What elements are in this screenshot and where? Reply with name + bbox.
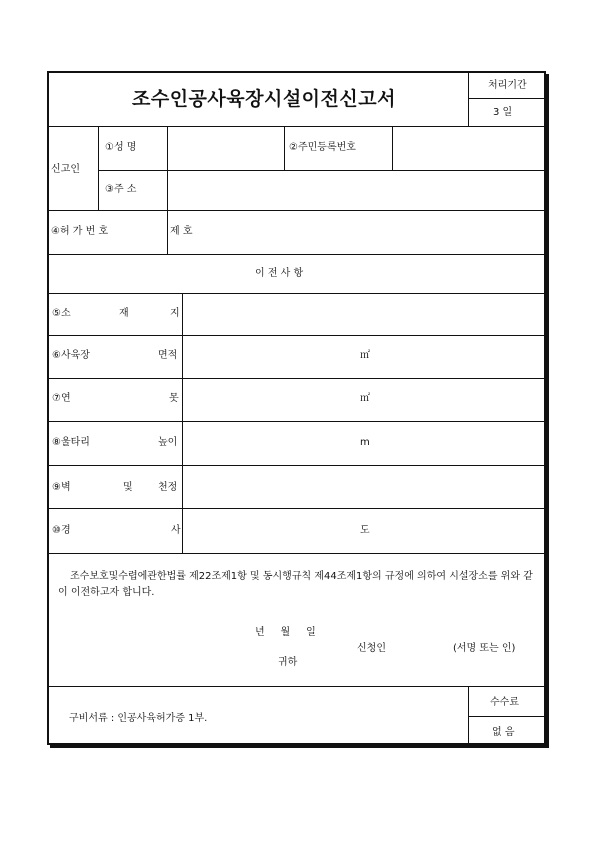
divider <box>47 465 546 466</box>
processing-period-value: 3 일 <box>493 107 513 118</box>
divider <box>182 293 183 553</box>
divider <box>392 126 393 170</box>
facility-area-label-right: 면적 <box>158 350 178 361</box>
fee-value: 없 음 <box>492 727 515 738</box>
permit-number-label: ④허 가 번 호 <box>51 226 109 237</box>
facility-area-unit: ㎡ <box>360 350 370 361</box>
facility-area-label-left: ⑥사육장 <box>52 350 90 361</box>
applicant-signature-label: 신청인 <box>357 643 386 654</box>
divider <box>47 210 546 211</box>
divider <box>47 686 546 687</box>
address-label: ③주 소 <box>105 184 137 195</box>
slope-label-left: ⑩경 <box>52 525 71 536</box>
form-shadow-bottom <box>50 745 549 748</box>
applicant-group-label: 신고인 <box>51 164 80 175</box>
divider <box>468 716 546 717</box>
divider <box>47 126 546 127</box>
addressee: 귀하 <box>278 657 298 668</box>
relocation-report-form <box>47 71 549 748</box>
divider <box>47 335 546 336</box>
location-label-mid: 재 <box>119 308 129 319</box>
divider <box>98 126 99 210</box>
location-label-left: ⑤소 <box>52 308 71 319</box>
divider <box>47 378 546 379</box>
divider <box>47 293 546 294</box>
processing-period-label: 처리기간 <box>488 80 527 91</box>
divider <box>98 170 546 171</box>
pond-label-left: ⑦연 <box>52 393 71 404</box>
name-label: ①성 명 <box>105 142 137 153</box>
form-shadow-right <box>546 74 549 748</box>
required-documents: 구비서류 : 인공사육허가증 1부. <box>69 713 208 724</box>
form-title: 조수인공사육장시설이전신고서 <box>132 88 396 110</box>
pond-label-right: 못 <box>169 393 179 404</box>
signature-or-seal: (서명 또는 인) <box>453 643 516 654</box>
fence-height-unit: m <box>360 437 370 448</box>
divider <box>47 553 546 554</box>
wall-ceiling-label-mid: 및 <box>123 482 133 493</box>
divider <box>468 98 546 99</box>
fence-height-label-right: 높이 <box>158 437 178 448</box>
pond-unit: ㎡ <box>360 393 370 404</box>
date-line: 년 월 일 <box>255 627 316 638</box>
divider <box>47 421 546 422</box>
divider <box>284 126 285 170</box>
fence-height-label-left: ⑧울타리 <box>52 437 90 448</box>
slope-label-right: 사 <box>171 525 181 536</box>
resident-id-label: ②주민등록번호 <box>289 142 356 153</box>
divider <box>47 508 546 509</box>
wall-ceiling-label-right: 천정 <box>158 482 178 493</box>
divider <box>167 126 168 254</box>
slope-unit: 도 <box>360 525 370 536</box>
relocation-section-title: 이 전 사 항 <box>255 268 304 279</box>
declaration-text: 조수보호및수렵에관한법률 제22조제1항 및 동시행규칙 제44조제1항의 규정에 의하여 시설장소를 위와 같이 이전하고자 합니다. <box>58 571 533 598</box>
permit-number-suffix: 제 호 <box>170 226 193 237</box>
wall-ceiling-label-left: ⑨벽 <box>52 482 71 493</box>
fee-label: 수수료 <box>490 697 519 708</box>
divider <box>47 254 546 255</box>
location-label-right: 지 <box>170 308 180 319</box>
